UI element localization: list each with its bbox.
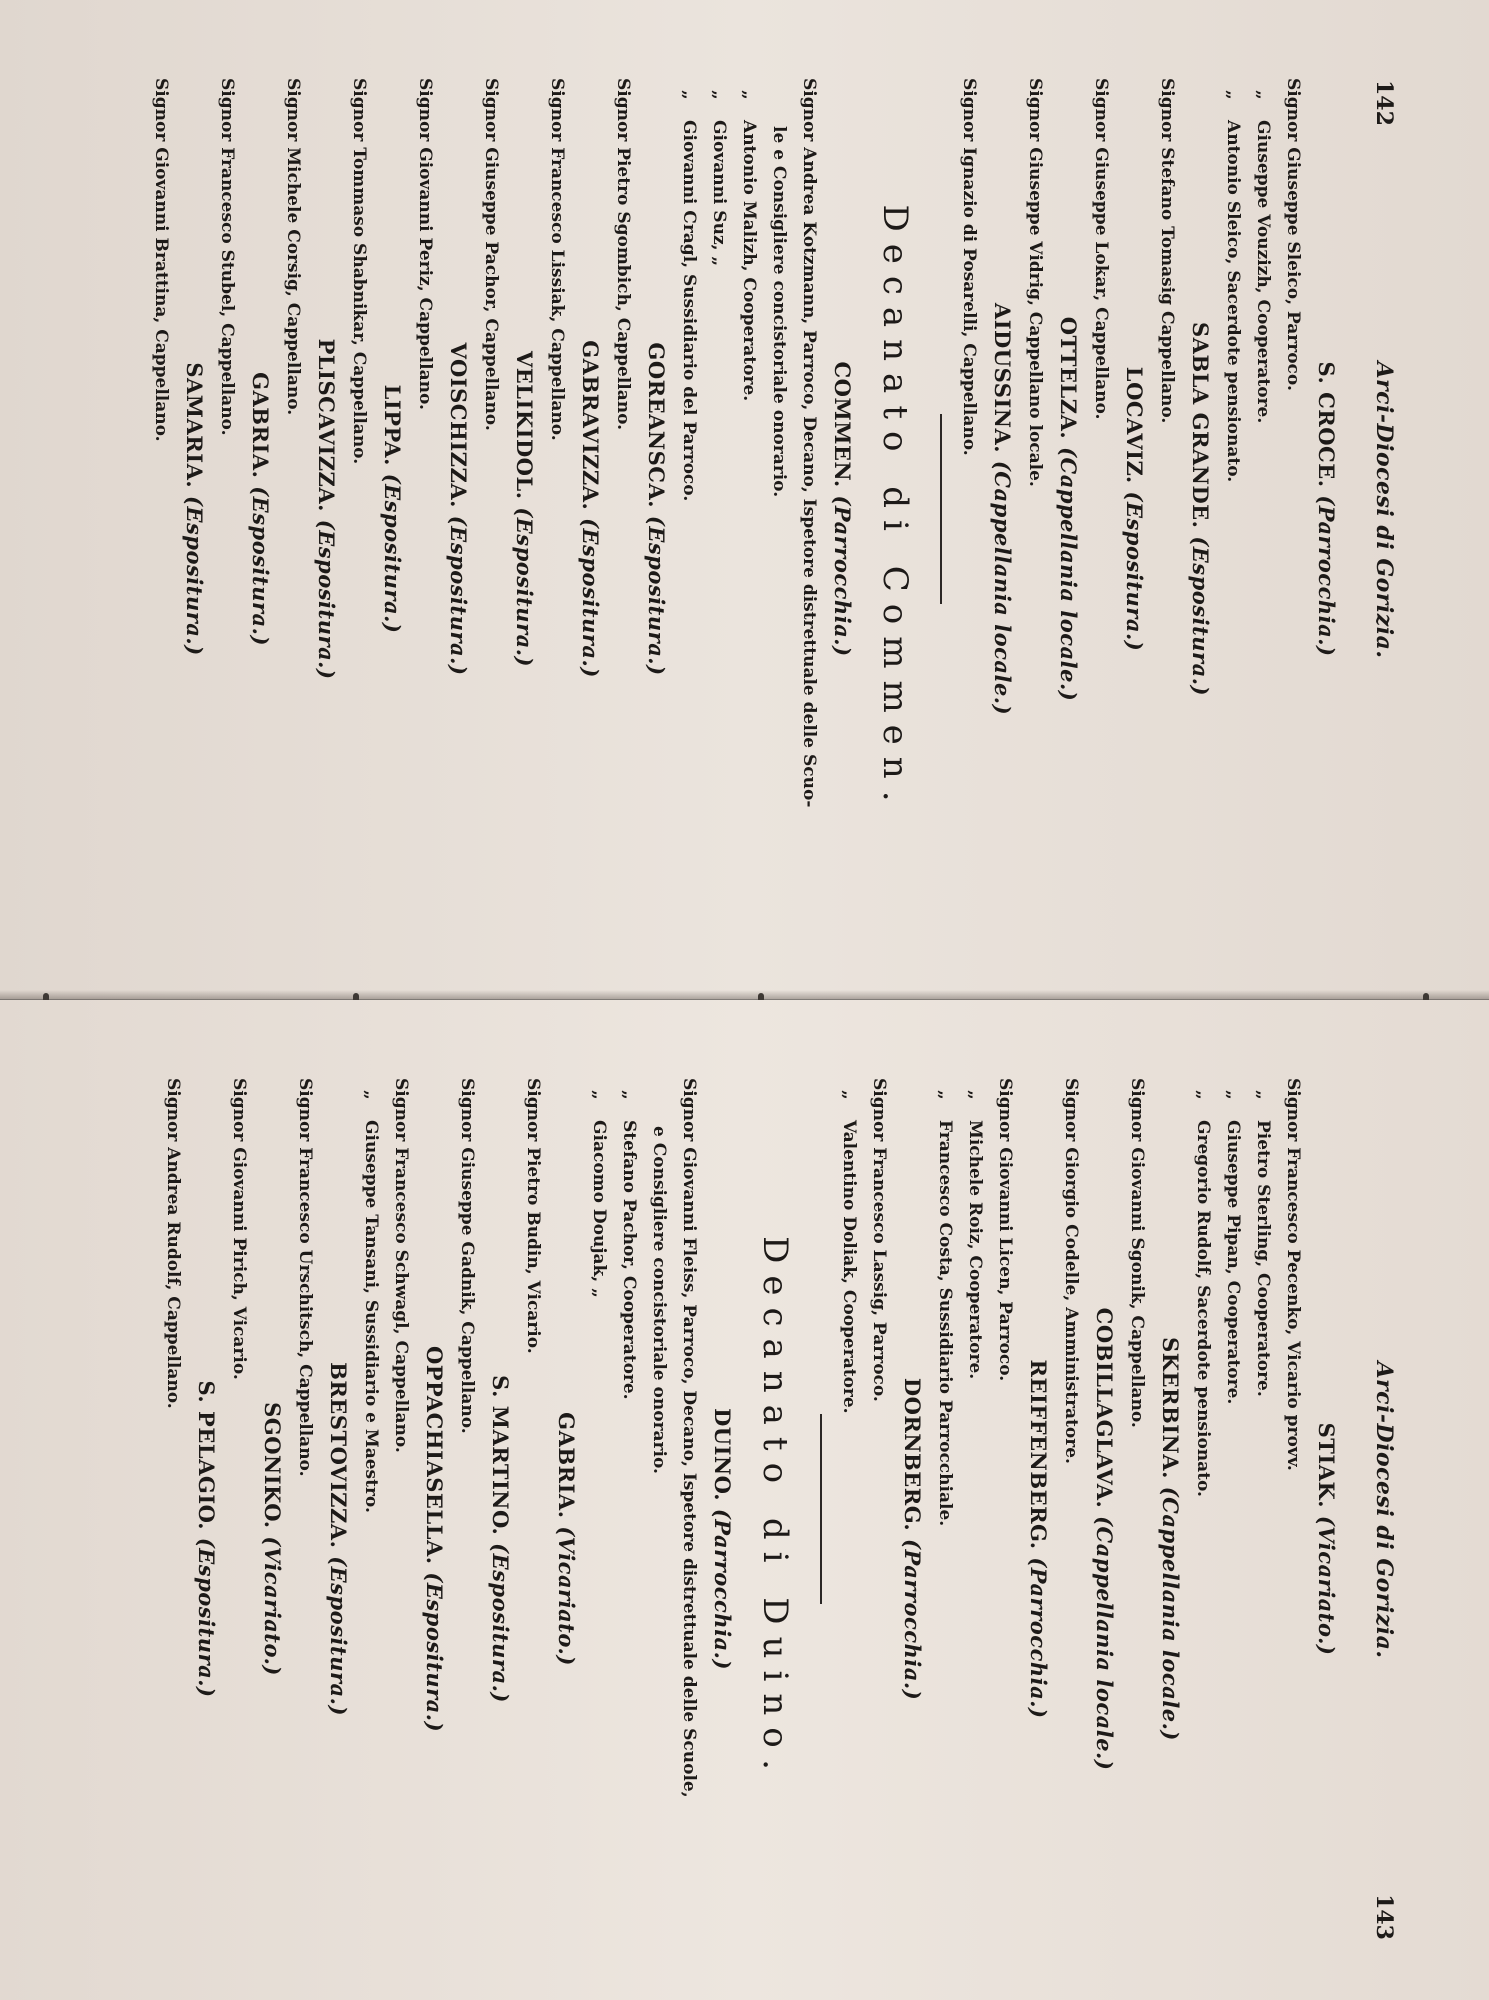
parish-heading (704, 1078, 740, 1940)
parish-heading (548, 1078, 584, 1940)
parish-name: COBILLAGLAVA. (1092, 1307, 1117, 1509)
parish-type: (Espositura.) (1122, 491, 1147, 652)
parish-name: S. PELAGIO. (194, 1380, 219, 1531)
clergy-entry: Signor Stefano Tomasig Cappellano. (1157, 78, 1177, 424)
parish-type: (Parrocchia.) (1026, 1557, 1051, 1719)
ditto-mark: „ (1253, 1090, 1273, 1100)
parish-type: (Espositura.) (422, 1572, 447, 1733)
clergy-entry: Signor Francesco Stubel, Cappellano. (217, 78, 237, 436)
clergy-name: Giovanni Cragl, Sussidiario del Parroco. (679, 120, 699, 502)
clergy-entry (1218, 78, 1248, 940)
ditto-mark: „ (1253, 90, 1273, 100)
parish-type: (Espositura.) (248, 486, 273, 646)
parish-name: LOCAVIZ. (1122, 366, 1147, 484)
clergy-name: Giuseppe Pipan, Cooperatore. (1223, 1120, 1243, 1405)
parish-name: GABRIA. (248, 372, 273, 479)
clergy-name: Giacomo Doujak, „ (589, 1120, 609, 1298)
parish-name: OTTELZA. (1056, 316, 1081, 440)
ditto-mark: „ (839, 1090, 859, 1100)
section-divider (810, 1078, 834, 1940)
clergy-entry: Signor Ignazio di Posarelli, Cappellano. (959, 78, 979, 456)
parish-heading (308, 78, 344, 940)
parish-name: STIAK. (1314, 1422, 1339, 1509)
parish-heading (188, 1078, 224, 1940)
parish-heading (242, 78, 278, 940)
running-head: Arci-Diocesi di Gorizia. (1371, 1361, 1397, 1659)
parish-heading (416, 1078, 452, 1940)
clergy-entry: Signor Michele Corsig, Cappellano. (283, 78, 303, 416)
parish-heading (176, 78, 212, 940)
clergy-entry: Signor Pietro Budin, Vicario. (523, 1078, 543, 1354)
ditto-mark: „ (1223, 1090, 1243, 1100)
parish-name: GABRIA. (554, 1412, 579, 1519)
clergy-name: Antonio Malizh, Cooperatore. (739, 120, 759, 402)
clergy-entry: Signor Giuseppe Lokar, Cappellano. (1091, 78, 1111, 420)
clergy-entry: Signor Giovanni Periz, Cappellano. (415, 78, 435, 410)
clergy-entry (1218, 1078, 1248, 1940)
parish-heading (572, 78, 608, 940)
clergy-entry: Signor Tommaso Shabnikar, Cappellano. (349, 78, 369, 465)
parish-heading (482, 1078, 518, 1940)
clergy-entry: Signor Giuseppe Sleico, Parroco. (1283, 78, 1303, 391)
ditto-mark: „ (1223, 90, 1243, 100)
clergy-entry: Signor Giovanni Sgonik, Cappellano. (1127, 1078, 1147, 1428)
parish-name: BRESTOVIZZA. (326, 1362, 351, 1549)
parish-name: SKERBINA. (1158, 1337, 1183, 1479)
parish-name: DORNBERG. (900, 1377, 925, 1532)
clergy-entry: Signor Giuseppe Vidrig, Cappellano locale. (1025, 78, 1045, 487)
clergy-name: Giovanni Suz, „ (709, 120, 729, 267)
clergy-entry (356, 1078, 386, 1940)
clergy-entry: Signor Giorgio Codelle, Amministratore. (1061, 1078, 1081, 1464)
parish-type: (Espositura.) (194, 1537, 219, 1698)
clergy-entry: Signor Francesco Lassig, Parroco. (869, 1078, 889, 1402)
parish-type: (Vicariato.) (260, 1536, 285, 1676)
parish-heading (374, 78, 410, 940)
clergy-entry: Signor Francesco Schwagl, Cappellano. (391, 1078, 411, 1453)
parish-heading (1308, 78, 1344, 940)
ditto-mark: „ (965, 1090, 985, 1100)
deanery-heading: Decanato di Commen. (875, 204, 915, 814)
parish-heading (320, 1078, 356, 1940)
ditto-mark: „ (1193, 1090, 1213, 1100)
clergy-entry (930, 1078, 960, 1940)
clergy-entry: Signor Pietro Sgombich, Cappellano. (613, 78, 633, 431)
parish-heading (1152, 1078, 1188, 1940)
clergy-entry: Signor Andrea Rudolf, Cappellano. (163, 1078, 183, 1409)
parish-type: (Espositura.) (578, 518, 603, 678)
parish-heading (1050, 78, 1086, 940)
parish-type: (Parrocchia.) (830, 495, 855, 657)
parish-type: (Vicariato.) (1314, 1515, 1339, 1656)
parish-name: SABLA GRANDE. (1188, 322, 1213, 529)
parish-heading (894, 1078, 930, 1940)
ditto-mark: „ (679, 90, 699, 100)
page-body (146, 78, 1344, 940)
parish-name: VOISCHIZZA. (446, 342, 471, 508)
parish-name: SAMARIA. (182, 362, 207, 489)
parish-heading (254, 1078, 290, 1940)
clergy-entry: Signor Francesco Urschitsch, Cappellano. (295, 1078, 315, 1477)
parish-type: (Cappellania locale.) (990, 460, 1015, 716)
clergy-name: Giuseppe Tansani, Sussidiario e Maestro. (361, 1120, 381, 1513)
clergy-entry: Signor Giovanni Licen, Parroco. (995, 1078, 1015, 1382)
deanery-heading: Decanato di Duino. (755, 1236, 795, 1782)
parish-type: (Espositura.) (446, 515, 471, 676)
parish-type: (Parrocchia.) (900, 1539, 925, 1701)
clergy-entry (704, 78, 734, 940)
parish-type: (Parrocchia.) (1314, 495, 1339, 657)
parish-type: (Vicariato.) (554, 1526, 579, 1666)
clergy-entry (1188, 1078, 1218, 1940)
ditto-mark: „ (361, 1090, 381, 1100)
parish-name: PLISCAVIZZA. (314, 338, 339, 512)
parish-name: SGONIKO. (260, 1402, 285, 1529)
parish-name: LIPPA. (380, 384, 405, 466)
clergy-entry: Signor Andrea Kotzmann, Parroco, Decano, Ispetore distrettuale delle Scuo- (799, 78, 819, 808)
clergy-name: Michele Roiz, Cooperatore. (965, 1120, 985, 1380)
parish-heading (1182, 78, 1218, 940)
page-header (1357, 1080, 1397, 1940)
parish-heading (1116, 78, 1152, 940)
clergy-entry: Signor Francesco Lissiak, Cappellano. (547, 78, 567, 441)
parish-type: (Espositura.) (314, 519, 339, 680)
parish-name: DUINO. (710, 1408, 735, 1502)
parish-name: COMMEN. (830, 361, 855, 488)
parish-heading (824, 78, 860, 940)
parish-heading (1308, 1078, 1344, 1940)
parish-type: (Espositura.) (326, 1556, 351, 1716)
parish-type: (Espositura.) (182, 496, 207, 656)
clergy-entry: Signor Francesco Pecenko, Vicario provv. (1283, 1078, 1303, 1471)
parish-type: (Cappellania locale.) (1092, 1516, 1117, 1771)
parish-name: S. CROCE. (1314, 361, 1339, 488)
parish-name: GABRAVIZZA. (578, 340, 603, 511)
page-body (158, 1078, 1344, 1940)
parish-type: (Espositura.) (512, 507, 537, 667)
section-divider (930, 78, 954, 940)
clergy-name: Giuseppe Vouzizh, Cooperatore. (1253, 120, 1273, 424)
clergy-entry (734, 78, 764, 940)
clergy-entry: Signor Giuseppe Gadnik, Cappellano. (457, 1078, 477, 1434)
parish-type: (Espositura.) (380, 473, 405, 634)
clergy-entry (960, 1078, 990, 1940)
parish-heading (1086, 1078, 1122, 1940)
ditto-mark: „ (619, 1090, 639, 1100)
clergy-name: Antonio Sleico, Sacerdote pensionato. (1223, 120, 1243, 483)
parish-heading (638, 78, 674, 940)
parish-name: REIFFENBERG. (1026, 1359, 1051, 1550)
parish-type: (Espositura.) (1188, 536, 1213, 696)
clergy-entry-continuation: le e Consigliere concistoriale onorario. (769, 126, 789, 498)
parish-heading (506, 78, 542, 940)
right-page (0, 1000, 1489, 2000)
parish-name: VELIKIDOL. (512, 350, 537, 500)
clergy-name: Valentino Doliak, Cooperatore. (839, 1120, 859, 1414)
parish-name: S. MARTINO. (488, 1375, 513, 1536)
clergy-name: Gregorio Rudolf, Sacerdote pensionato. (1193, 1120, 1213, 1497)
parish-type: (Espositura.) (488, 1543, 513, 1703)
ditto-mark: „ (589, 1090, 609, 1100)
clergy-entry (1248, 1078, 1278, 1940)
parish-name: GOREANSCA. (644, 342, 669, 509)
clergy-entry (834, 1078, 864, 1940)
ditto-mark: „ (739, 90, 759, 100)
parish-heading (440, 78, 476, 940)
clergy-name: Stefano Pachor, Cooperatore. (619, 1120, 639, 1400)
parish-type: (Cappellania locale.) (1158, 1486, 1183, 1741)
page-number: 143 (1371, 1894, 1397, 1940)
clergy-entry: Signor Giuseppe Pachor, Cappellano. (481, 78, 501, 431)
parish-heading (1020, 1078, 1056, 1940)
clergy-entry-continuation: e Consigliere concistoriale onorario. (649, 1126, 669, 1474)
parish-type: (Cappellania locale.) (1056, 447, 1081, 702)
clergy-entry (584, 1078, 614, 1940)
parish-name: AIDUSSINA. (990, 302, 1015, 454)
clergy-entry (614, 1078, 644, 1940)
clergy-entry: Signor Giovanni Brattina, Cappellano. (151, 78, 171, 442)
clergy-name: Pietro Sterling, Cooperatore. (1253, 1120, 1273, 1397)
ditto-mark: „ (709, 90, 729, 100)
clergy-name: Francesco Costa, Sussidiario Parrocchiale. (935, 1120, 955, 1527)
parish-heading (984, 78, 1020, 940)
ditto-mark: „ (935, 1090, 955, 1100)
clergy-entry: Signor Giovanni Fleiss, Parroco, Decano, Ispetore distrettuale delle Scuole, (679, 1078, 699, 1798)
clergy-entry (1248, 78, 1278, 940)
parish-name: OPPACHIASELLA. (422, 1345, 447, 1565)
clergy-entry: Signor Giovanni Pirich, Vicario. (229, 1078, 249, 1380)
clergy-entry (674, 78, 704, 940)
running-head: Arci-Diocesi di Gorizia. (1371, 361, 1397, 659)
page-number: 142 (1371, 80, 1397, 126)
page-header (1357, 80, 1397, 940)
parish-type: (Espositura.) (644, 515, 669, 676)
parish-type: (Parrocchia.) (710, 1508, 735, 1670)
